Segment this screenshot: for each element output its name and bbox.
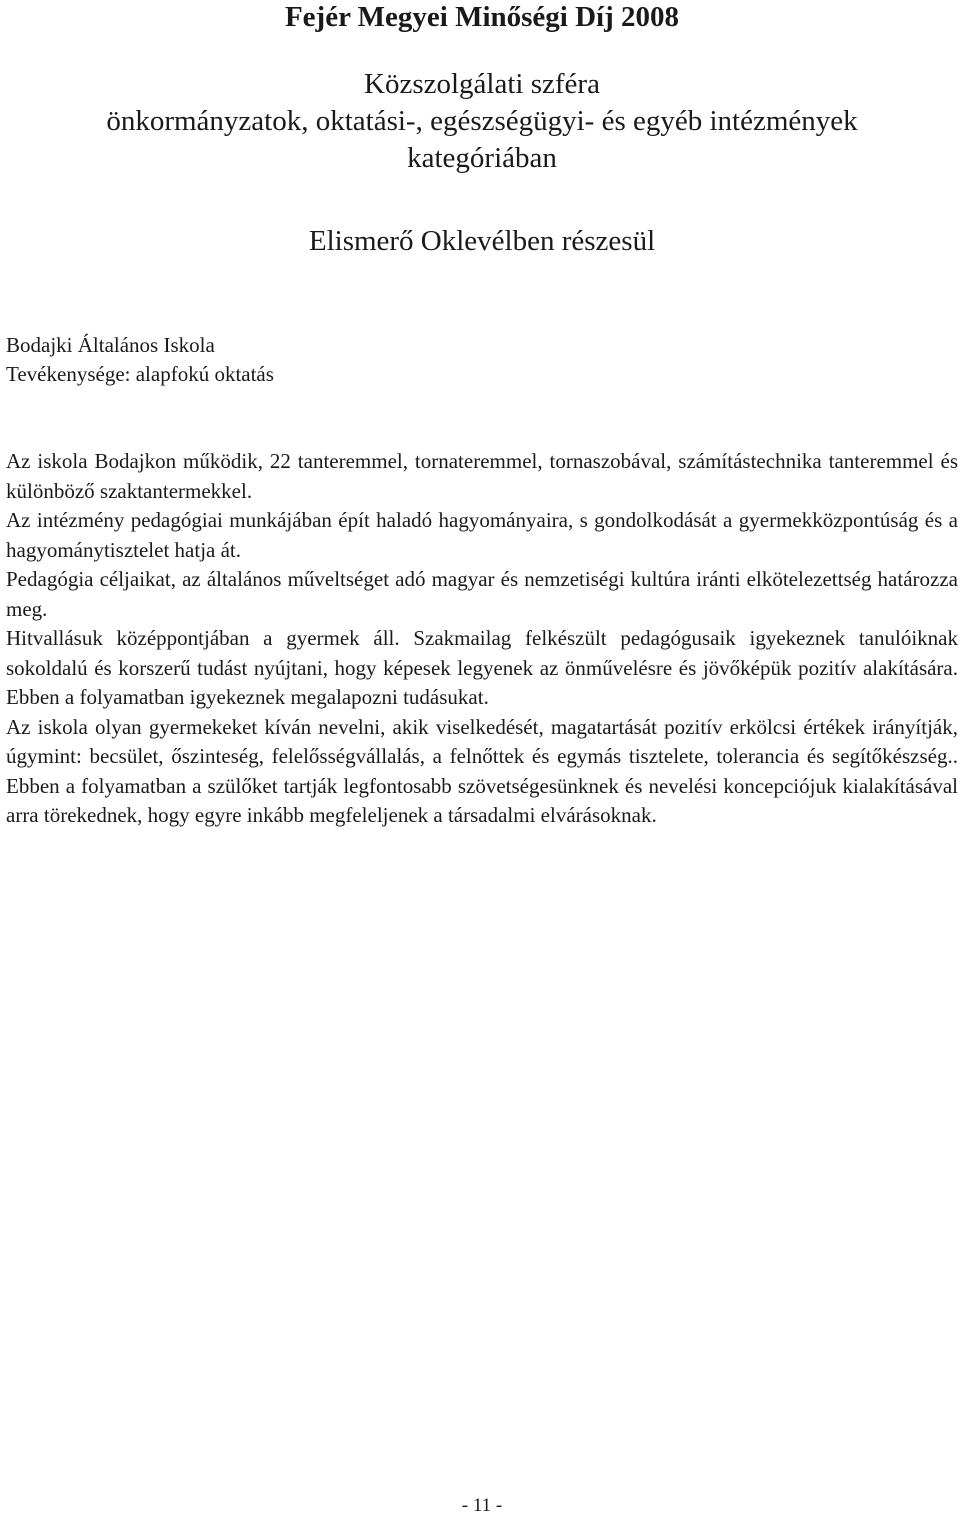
paragraph: Hitvallásuk középpontjában a gyermek áll. Szakmailag felkészült pedagógusaik igyekeznek tanulóiknak sokoldalú és korszerű tudást nyújtani, hogy képesek legyenek az önművelésre és jövőképük pozitív alakítására. Ebben a folyamatban igyekeznek megalapozni tudásukat. [6,626,958,709]
page-number: - 11 - [461,1495,503,1516]
category-line-2: önkormányzatok, oktatási-, egészségügyi- és egyéb intézmények [106,105,858,137]
paragraph: Az iskola olyan gyermekeket kíván nevelni, akik viselkedését, magatartását pozitív erkölcsi értékek irányítják, úgymint: becsület, őszinteség, felelősségvállalás, a felnőttek és egymás tisztelete, tolerancia és segítőkészség.. Ebben a folyamatban a szülőket tartják legfontosabb szövetségesünknek és nevelési koncepciójuk kialakításával arra törekednek, hogy egyre inkább megfeleljenek a társadalmi elvárásoknak. [6,714,958,827]
award-heading: Elismerő Oklevélben részesül [308,225,656,257]
institution-block [6,331,274,389]
category-heading [0,66,960,177]
paragraph: Pedagógia céljaikat, az általános műveltséget adó magyar és nemzetiségi kultúra iránti elkötelezettség határozza meg. [6,567,958,621]
paragraph: Az iskola Bodajkon működik, 22 tanteremmel, tornateremmel, tornaszobával, számítástechnika tanteremmel és különböző szaktantermekkel. [6,449,958,503]
institution-activity: Tevékenysége: alapfokú oktatás [6,362,274,386]
main-title: Fejér Megyei Minőségi Díj 2008 [284,1,680,33]
paragraph: Az intézmény pedagógiai munkájában épít haladó hagyományaira, s gondolkodását a gyermekközpontúság és a hagyománytisztelet hatja át. [6,508,958,562]
category-line-1: Közszolgálati szféra [364,68,600,100]
body-text [6,447,958,831]
institution-name: Bodajki Általános Iskola [6,333,215,357]
category-line-3: kategóriában [407,142,557,174]
